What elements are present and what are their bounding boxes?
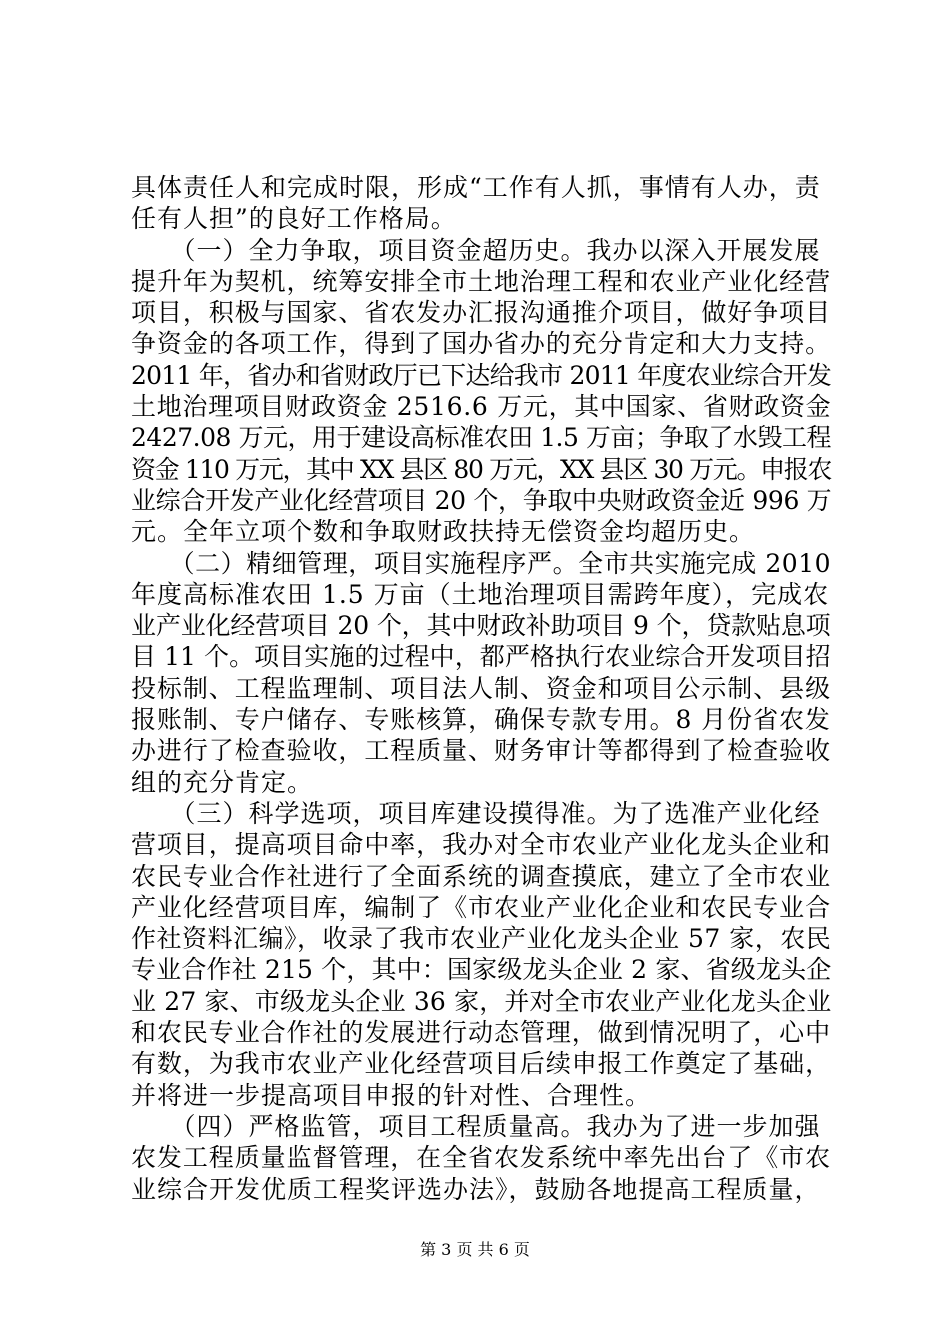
text-line: 2427.08 万元，用于建设高标准农田 1.5 万亩；争取了水毁工程: [131, 423, 831, 453]
text-line: 资金 110 万元，其中 XX 县区 80 万元，XX 县区 30 万元。申报农: [131, 454, 832, 484]
text-line: （二）精细管理，项目实施程序严。全市共实施完成 2010: [131, 548, 832, 578]
text-line: 农发工程质量监督管理，在全省农发系统中率先出台了《市农: [131, 1143, 832, 1173]
text-line: 组的充分肯定。: [131, 767, 314, 797]
text-line: 报账制、专户储存、专账核算，确保专款专用。8 月份省农发: [131, 705, 831, 735]
text-line: 提升年为契机，统筹安排全市土地治理工程和农业产业化经营: [131, 266, 832, 296]
text-line: 业 27 家、市级龙头企业 36 家，并对全市农业产业化龙头企业: [131, 986, 832, 1016]
text-line: 具体责任人和完成时限，形成“工作有人抓，事情有人办，责: [131, 173, 821, 202]
text-line: （四）严格监管，项目工程质量高。我办为了进一步加强: [131, 1111, 821, 1141]
text-line: 业综合开发产业化经营项目 20 个，争取中央财政资金近 996 万: [131, 485, 832, 515]
text-line: 产业化经营项目库，编制了《市农业产业化企业和农民专业合: [131, 892, 832, 922]
text-line: 有数，为我市农业产业化经营项目后续申报工作奠定了基础，: [131, 1049, 832, 1079]
text-line: 任有人担”的良好工作格局。: [131, 204, 457, 234]
text-line: 农民专业合作社进行了全面系统的调查摸底，建立了全市农业: [131, 861, 832, 891]
text-line: 投标制、工程监理制、项目法人制、资金和项目公示制、县级: [131, 673, 832, 703]
text-line: 年度高标准农田 1.5 万亩（土地治理项目需跨年度），完成农: [131, 579, 830, 609]
text-line: 土地治理项目财政资金 2516.6 万元，其中国家、省财政资金: [131, 392, 832, 422]
body-text: [131, 172, 831, 1205]
text-line: 目 11 个。项目实施的过程中，都严格执行农业综合开发项目招: [131, 642, 831, 672]
text-line: 专业合作社 215 个，其中：国家级龙头企业 2 家、省级龙头企: [131, 955, 832, 985]
text-line: 业产业化经营项目 20 个，其中财政补助项目 9 个，贷款贴息项: [131, 611, 831, 641]
text-line: 并将进一步提高项目申报的针对性、合理性。: [131, 1080, 652, 1110]
text-line: 业综合开发优质工程奖评选办法》，鼓励各地提高工程质量，: [131, 1174, 821, 1204]
text-line: （三）科学选项，项目库建设摸得准。为了选准产业化经: [131, 798, 821, 828]
text-line: 元。全年立项个数和争取财政扶持无偿资金均超历史。: [131, 517, 756, 547]
text-line: 和农民专业合作社的发展进行动态管理，做到情况明了，心中: [131, 1018, 832, 1048]
page-footer: 第 3 页 共 6 页: [420, 1240, 530, 1259]
text-line: 争资金的各项工作，得到了国办省办的充分肯定和大力支持。: [131, 329, 832, 359]
text-line: 办进行了检查验收，工程质量、财务审计等都得到了检查验收: [131, 736, 832, 766]
text-line: 项目，积极与国家、省农发办汇报沟通推介项目，做好争项目: [131, 298, 832, 328]
text-line: 营项目，提高项目命中率，我办对全市农业产业化龙头企业和: [131, 830, 832, 860]
text-line: 2011 年，省办和省财政厅已下达给我市 2011 年度农业综合开发: [131, 360, 832, 390]
text-line: （一）全力争取，项目资金超历史。我办以深入开展发展: [131, 235, 821, 265]
text-line: 作社资料汇编》，收录了我市农业产业化龙头企业 57 家，农民: [131, 924, 832, 954]
